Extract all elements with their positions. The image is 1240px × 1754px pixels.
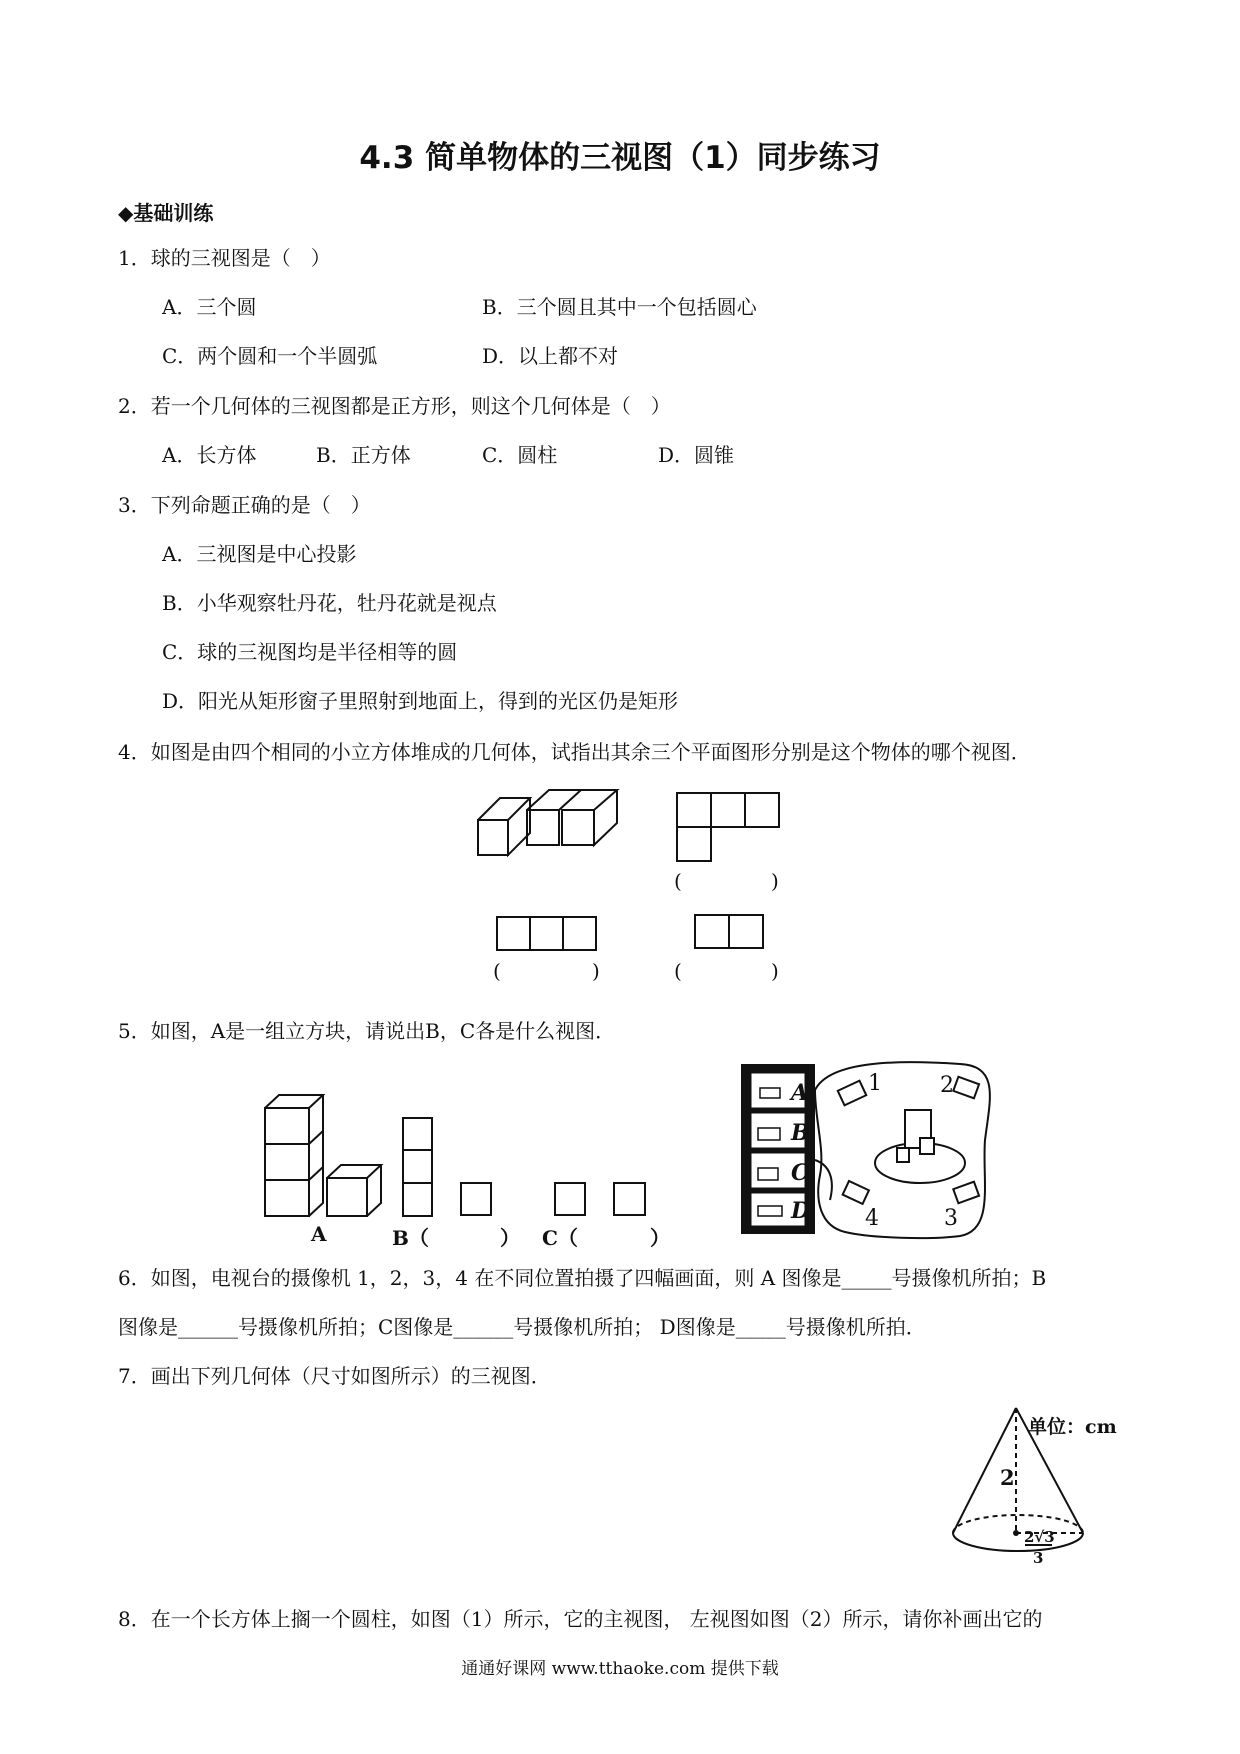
q2-stem: 2．若一个几何体的三视图都是正方形，则这个几何体是（ ） <box>118 394 671 418</box>
cone-unit: 单位：cm <box>1028 1416 1117 1438</box>
q3-stem: 3．下列命题正确的是（ ） <box>118 493 371 517</box>
q5-stem: 5．如图，A是一组立方块，请说出B，C各是什么视图． <box>118 1019 616 1043</box>
q3-option-d: D．阳光从矩形窗子里照射到地面上，得到的光区仍是矩形 <box>162 689 679 713</box>
q2-option-d: D．圆锥 <box>658 443 735 467</box>
q1-stem: 1．球的三视图是（ ） <box>118 246 331 270</box>
q1-option-b: B．三个圆且其中一个包括圆心 <box>482 295 757 319</box>
q4-blank-3-close: ) <box>771 959 779 983</box>
cone-base-back <box>953 1515 1083 1533</box>
frame-label-b: B <box>791 1120 810 1146</box>
frame-label-d: D <box>791 1198 811 1224</box>
q3-option-b: B．小华观察牡丹花，牡丹花就是视点 <box>162 591 497 615</box>
q2-option-c: C．圆柱 <box>482 443 558 467</box>
q1-option-d: D．以上都不对 <box>482 344 619 368</box>
q3-option-a: A．三视图是中心投影 <box>162 542 357 566</box>
camera-label-4: 4 <box>865 1206 879 1231</box>
q4-blank-2-open: ( <box>493 959 501 983</box>
cone-radius-denominator: 3 <box>1033 1549 1044 1567</box>
q5-label-a: A <box>311 1222 327 1246</box>
frame-label-c: C <box>791 1160 809 1186</box>
q5-label-c: C（ <box>542 1226 578 1250</box>
cone-height-value: 2 <box>1000 1465 1015 1490</box>
q1-option-a: A．三个圆 <box>162 295 257 319</box>
q5-label-b-close: ） <box>500 1226 520 1250</box>
q5-label-b: B（ <box>392 1226 429 1250</box>
q8-stem: 8．在一个长方体上搁一个圆柱，如图（1）所示，它的主视图， 左视图如图（2）所示，请你补画出它的 <box>118 1607 1043 1631</box>
cone-radius-value: 2√3 <box>1024 1528 1055 1546</box>
camera-label-2: 2 <box>940 1073 954 1098</box>
q4-blank-1-close: ) <box>771 869 779 893</box>
q4-blank-3-open: ( <box>674 959 682 983</box>
q6-line-2: 图像是______号摄像机所拍；C图像是______号摄像机所拍； D图像是_____号摄像机所拍． <box>118 1315 926 1339</box>
frame-label-a: A <box>791 1080 809 1106</box>
q4-stem: 4．如图是由四个相同的小立方体堆成的几何体，试指出其余三个平面图形分别是这个物体的哪个视图． <box>118 740 1031 764</box>
section-heading: ◆基础训练 <box>118 201 214 225</box>
q6-line-1: 6．如图，电视台的摄像机 1，2，3，4 在不同位置拍摄了四幅画面，则 A 图像是_____号摄像机所拍；B <box>118 1266 1047 1290</box>
cone-base-front <box>953 1533 1083 1551</box>
q3-option-c: C．球的三视图均是半径相等的圆 <box>162 640 458 664</box>
q7-stem: 7．画出下列几何体（尺寸如图所示）的三视图． <box>118 1364 551 1388</box>
q2-option-a: A．长方体 <box>162 443 257 467</box>
camera-label-3: 3 <box>944 1206 958 1231</box>
q4-blank-1-open: ( <box>674 869 682 893</box>
q2-option-b: B．正方体 <box>316 443 411 467</box>
page-title: 4.3 简单物体的三视图（1）同步练习 <box>359 140 881 176</box>
q5-label-c-close: ） <box>650 1226 670 1250</box>
camera-label-1: 1 <box>868 1071 882 1096</box>
q1-option-c: C．两个圆和一个半圆弧 <box>162 344 378 368</box>
cone-center-dot <box>1013 1530 1019 1536</box>
page-footer: 通通好课网 www.tthaoke.com 提供下载 <box>461 1659 779 1679</box>
q4-blank-2-close: ) <box>592 959 600 983</box>
